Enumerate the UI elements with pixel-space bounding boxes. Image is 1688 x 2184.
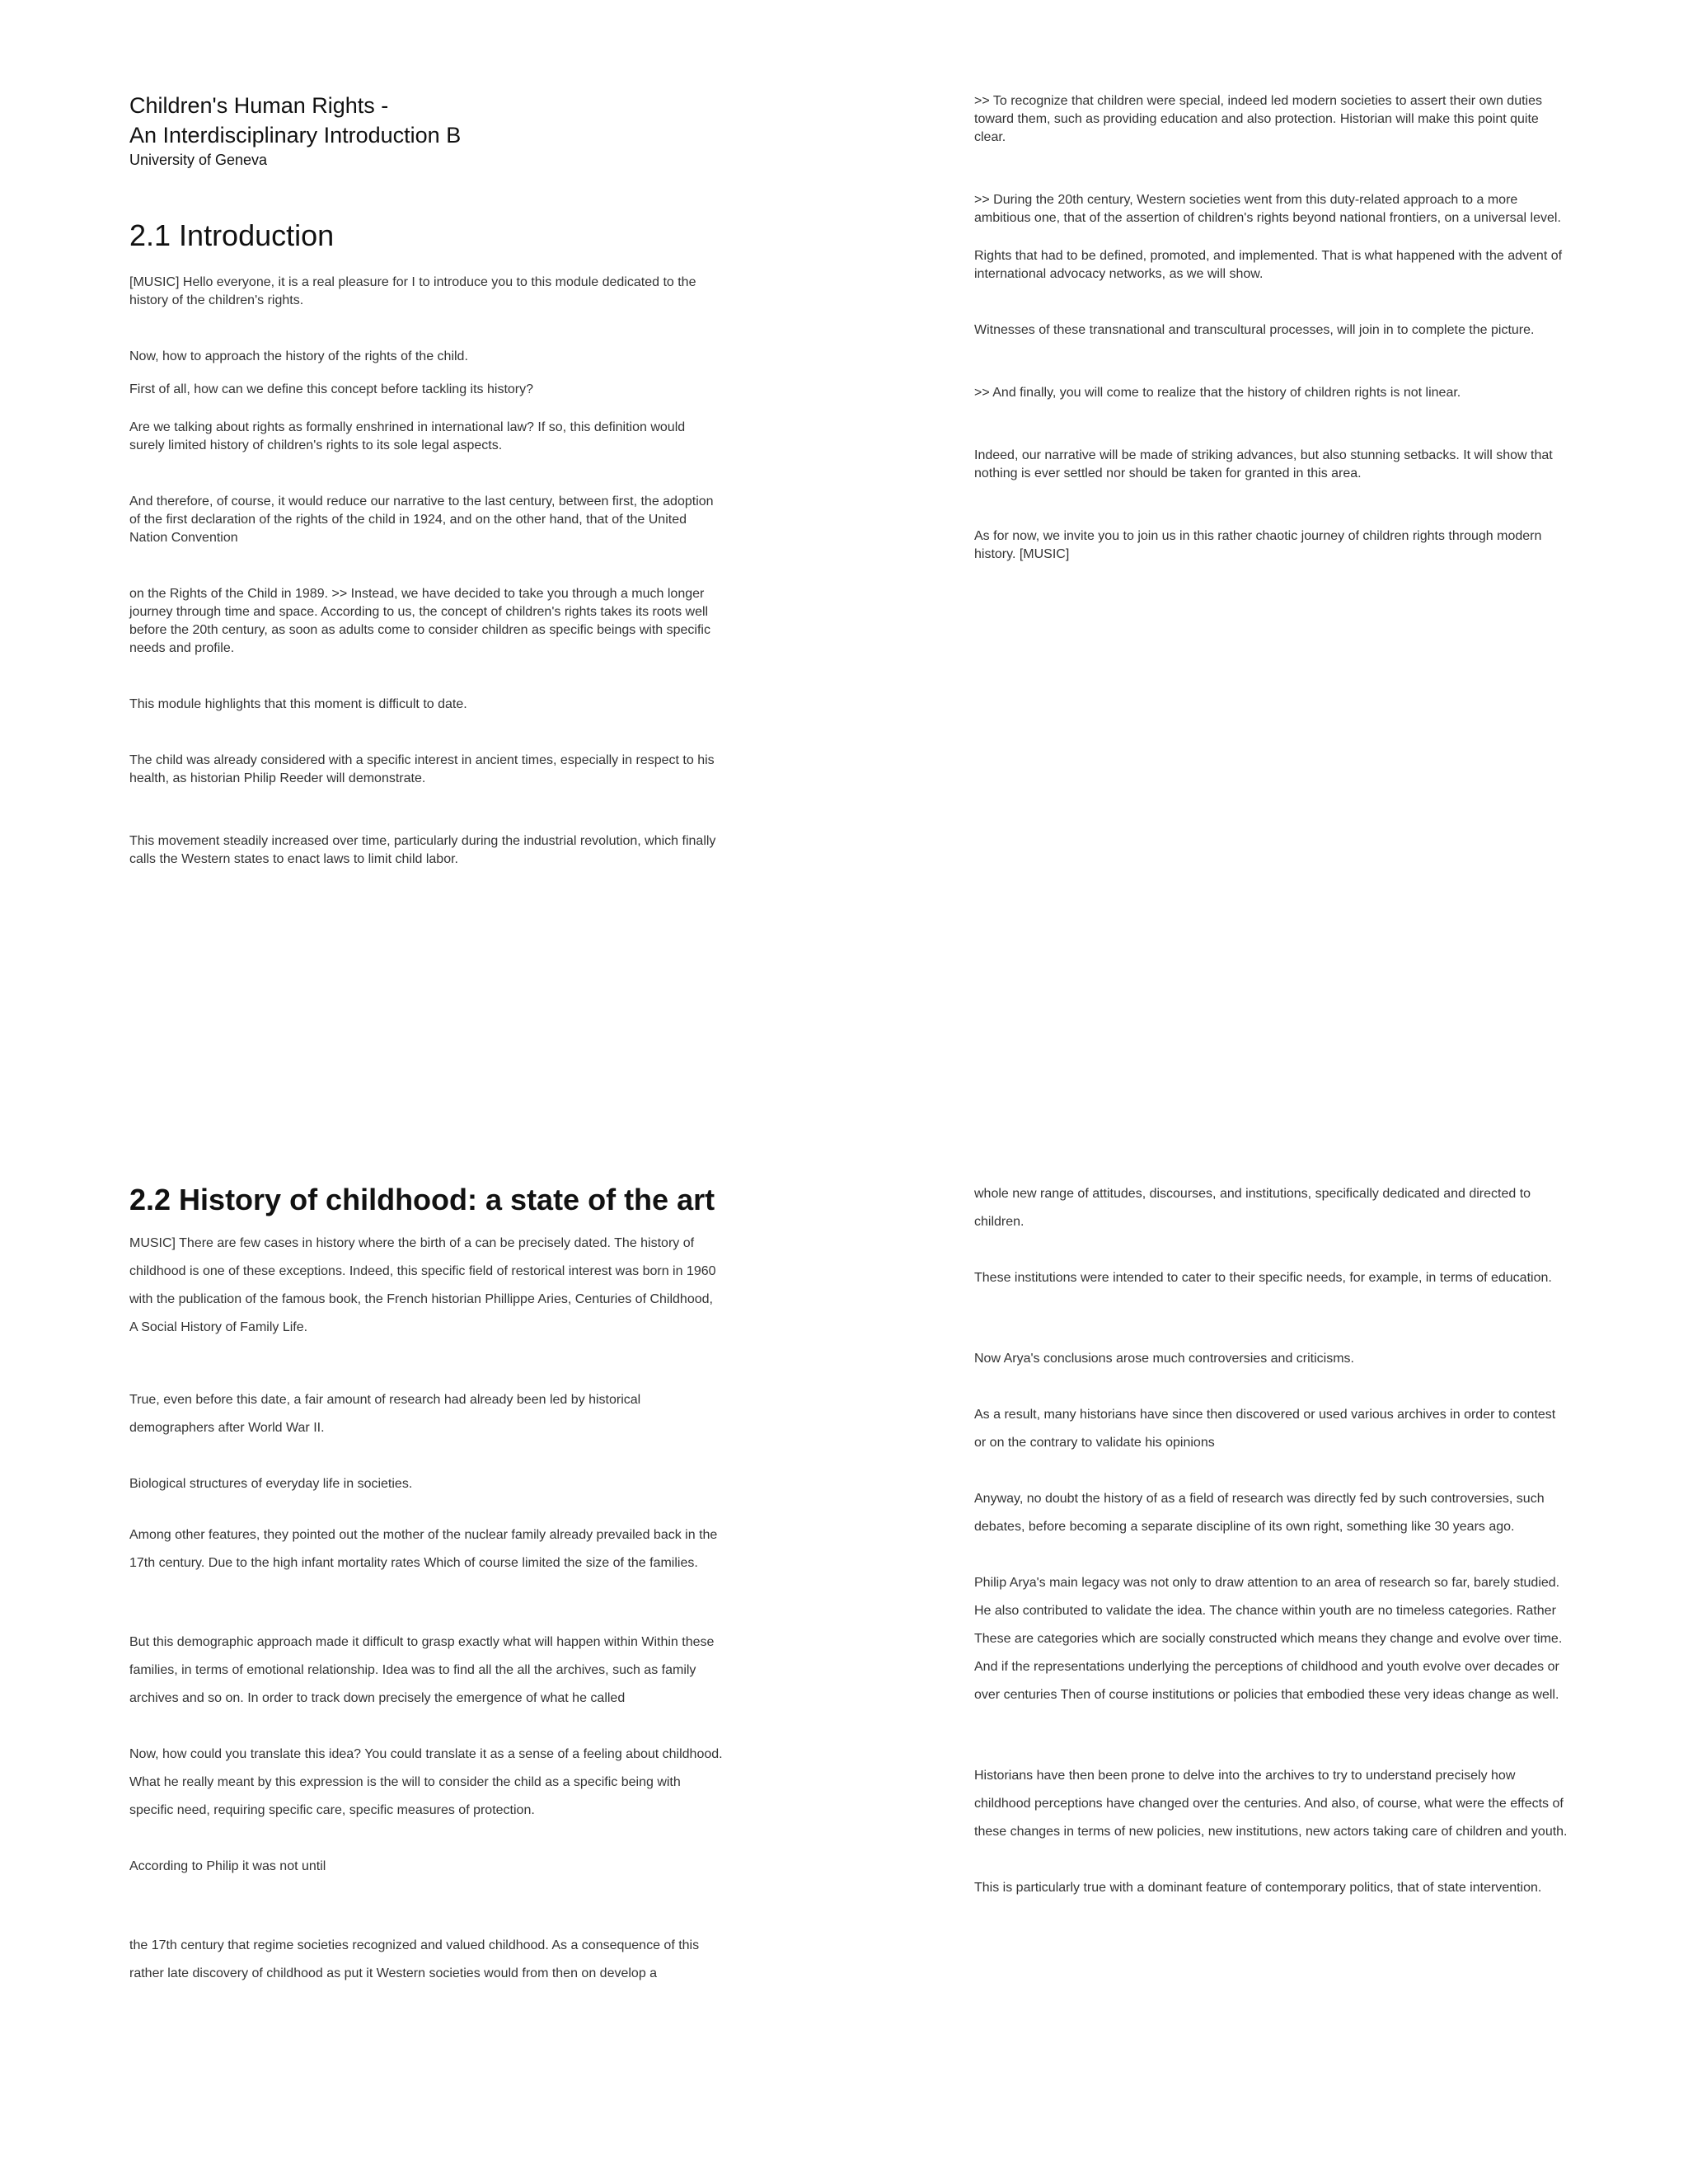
paragraph: And therefore, of course, it would reduce our narrative to the last century, between first, the adoption of the first declaration of the rights of the child in 1924, and on the other hand, that of the United Nation Convention: [129, 494, 714, 545]
paragraph: Among other features, they pointed out the mother of the nuclear family already prevailed back in the 17th century. Due to the high infant mortality rates Which of course limited the size of the families.: [129, 1528, 718, 1570]
page2-left-column: [129, 1180, 723, 1988]
paragraph: This is particularly true with a dominant feature of contemporary politics, that of state intervention.: [974, 1881, 1542, 1895]
paragraph: Historians have then been prone to delve into the archives to try to understand precisely how childhood perceptions have changed over the centuries. And also, of course, what were the effects of these changes in terms of new policies, new institutions, new actors taking care of children and youth.: [974, 1769, 1568, 1839]
paragraph: Now, how to approach the history of the rights of the child.: [129, 349, 468, 363]
document-title: [129, 91, 723, 170]
section-heading-introduction: 2.1 Introduction: [129, 218, 335, 252]
paragraph: According to Philip it was not until: [129, 1859, 326, 1873]
institution-name: University of Geneva: [129, 152, 268, 168]
section-heading-history-of-childhood: 2.2 History of childhood: a state of the art: [129, 1183, 715, 1216]
paragraph: the 17th century that regime societies recognized and valued childhood. As a consequence of this rather late discovery of childhood as put it Western societies would from then on develop a: [129, 1938, 700, 1980]
paragraph: Philip Arya's main legacy was not only to draw attention to an area of research so far, barely studied. He also contributed to validate the idea. The chance within youth are no timeless categories. Rather These are categories which are socially constructed which means they change and evolve over time. And if the representations underlying the perceptions of childhood and youth evolve over decades or over centuries Then of course institutions or policies that embodied these very ideas change as well.: [974, 1576, 1563, 1702]
paragraph: Now, how could you translate this idea? You could translate it as a sense of a feeling about childhood. What he really meant by this expression is the will to consider the child as a specific being with specific need, requiring specific care, specific measures of protection.: [129, 1747, 723, 1817]
paragraph: whole new range of attitudes, discourses, and institutions, specifically dedicated and directed to children.: [974, 1187, 1531, 1229]
paragraph: Now Arya's conclusions arose much controversies and criticisms.: [974, 1352, 1354, 1366]
title-line-2: An Interdisciplinary Introduction B: [129, 123, 462, 148]
paragraph: True, even before this date, a fair amount of research had already been led by historical demographers after World War II.: [129, 1393, 641, 1435]
paragraph: on the Rights of the Child in 1989. >> Instead, we have decided to take you through a much longer journey through time and space. According to us, the concept of children's rights takes its roots well before the 20th century, as soon as adults come to consider children as specific beings with specific needs and profile.: [129, 587, 710, 655]
paragraph: As for now, we invite you to join us in this rather chaotic journey of children rights through modern history. [MUSIC]: [974, 529, 1542, 561]
paragraph: First of all, how can we define this concept before tackling its history?: [129, 382, 534, 396]
paragraph: As a result, many historians have since then discovered or used various archives in order to contest or on the contrary to validate his opinions: [974, 1408, 1556, 1450]
paragraph: >> During the 20th century, Western societies went from this duty-related approach to a more ambitious one, that of the assertion of children's rights beyond national frontiers, on a universal level.: [974, 193, 1561, 225]
paragraph: [MUSIC] Hello everyone, it is a real pleasure for I to introduce you to this module dedicated to the history of the children's rights.: [129, 275, 696, 307]
title-line-1: Children's Human Rights -: [129, 93, 389, 118]
paragraph: Witnesses of these transnational and transcultural processes, will join in to complete the picture.: [974, 323, 1535, 337]
paragraph: The child was already considered with a specific interest in ancient times, especially in respect to his health, as historian Philip Reeder will demonstrate.: [129, 753, 715, 785]
page1-left-column: [129, 91, 723, 869]
paragraph: This module highlights that this moment is difficult to date.: [129, 697, 467, 711]
paragraph: >> To recognize that children were special, indeed led modern societies to assert their own duties toward them, such as providing education and also protection. Historian will make this point quite clear.: [974, 94, 1542, 144]
paragraph: >> And finally, you will come to realize that the history of children rights is not linear.: [974, 386, 1461, 400]
paragraph: Are we talking about rights as formally enshrined in international law? If so, this definition would surely limited history of children's rights to its sole legal aspects.: [129, 420, 686, 452]
paragraph: These institutions were intended to cater to their specific needs, for example, in terms of education.: [974, 1271, 1552, 1285]
paragraph: Rights that had to be defined, promoted, and implemented. That is what happened with the advent of international advocacy networks, as we will show.: [974, 249, 1563, 281]
paragraph: But this demographic approach made it difficult to grasp exactly what will happen within Within these families, in terms of emotional relationship. Idea was to find all the all the archives, such as family archives and so on. In order to track down precisely the emergence of what he called: [129, 1635, 715, 1705]
page2-right-column: [974, 1180, 1568, 1902]
page1-right-column: [974, 92, 1568, 564]
paragraph: Anyway, no doubt the history of as a field of research was directly fed by such controversies, such debates, before becoming a separate discipline of its own right, something like 30 years ago.: [974, 1492, 1545, 1534]
paragraph: This movement steadily increased over time, particularly during the industrial revolution, which finally calls the Western states to enact laws to limit child labor.: [129, 834, 716, 866]
paragraph: Biological structures of everyday life in societies.: [129, 1477, 413, 1491]
paragraph: MUSIC] There are few cases in history where the birth of a can be precisely dated. The history of childhood is one of these exceptions. Indeed, this specific field of restorical interest was born in 1960 with the publication of the famous book, the French historian Phillippe Aries, Centuries of Childhood, A Social History of Family Life.: [129, 1236, 716, 1334]
paragraph: Indeed, our narrative will be made of striking advances, but also stunning setbacks. It will show that nothing is ever settled nor should be taken for granted in this area.: [974, 448, 1553, 480]
